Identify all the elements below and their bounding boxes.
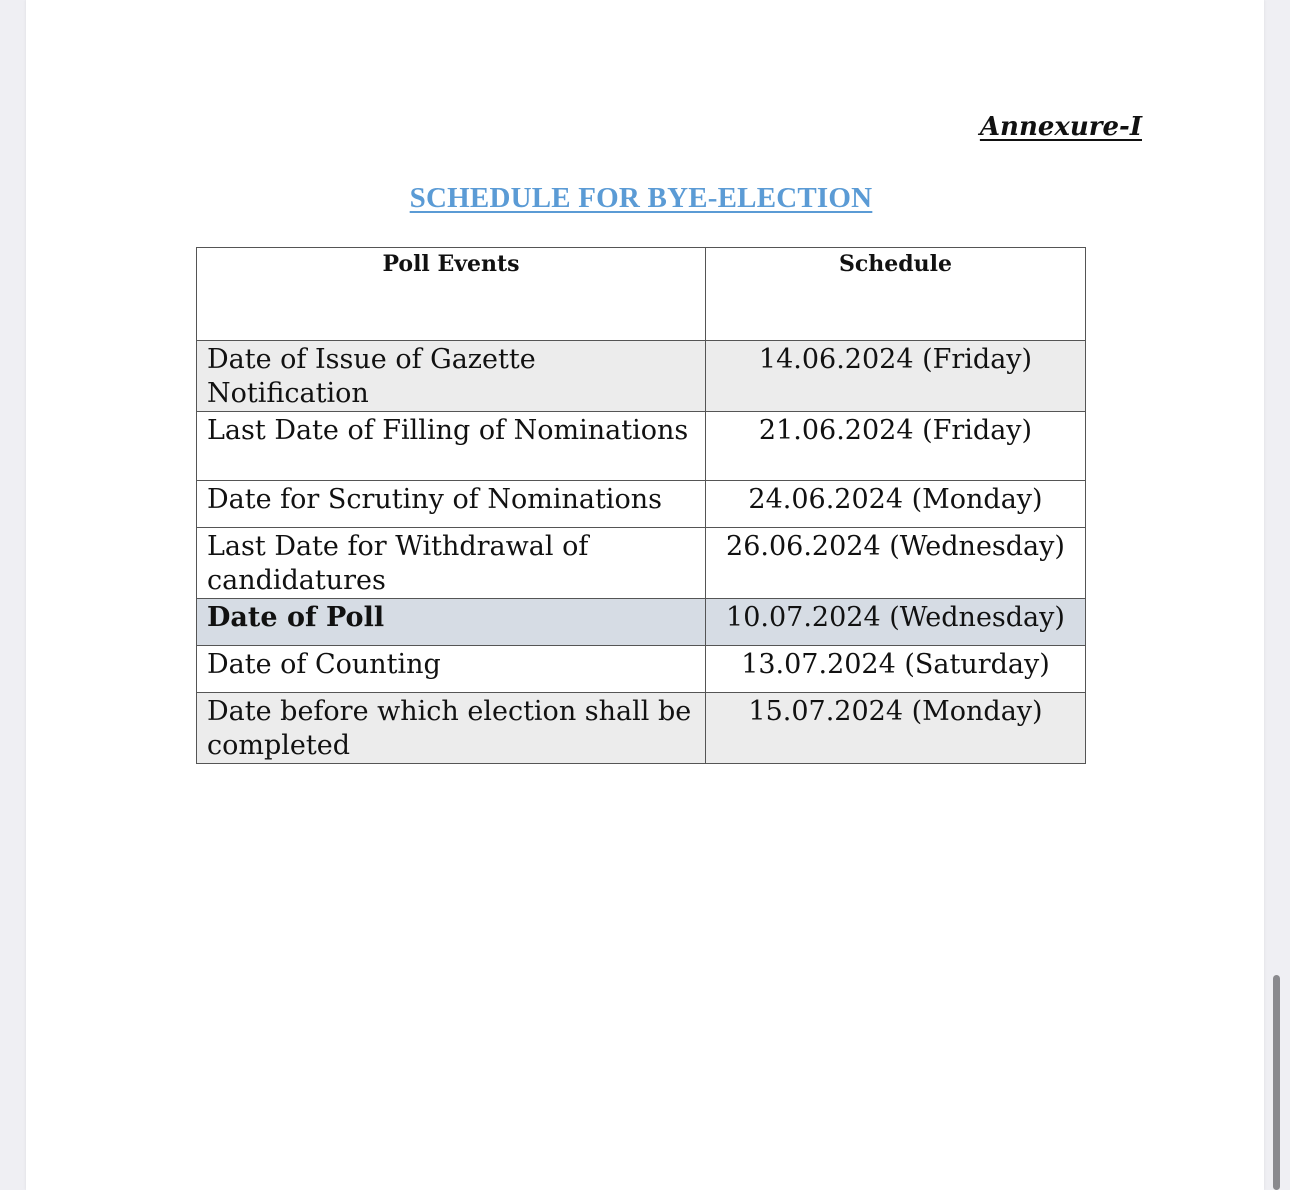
document-page <box>26 0 1264 1190</box>
poll-event-cell: Last Date of Filling of Nominations <box>197 412 706 481</box>
table-header-row <box>197 248 1086 341</box>
header-poll-events: Poll Events <box>197 248 706 341</box>
table-row <box>197 693 1086 764</box>
table-row <box>197 412 1086 481</box>
schedule-date-cell: 15.07.2024 (Monday) <box>706 693 1086 764</box>
schedule-date-cell: 21.06.2024 (Friday) <box>706 412 1086 481</box>
poll-event-cell: Date of Counting <box>197 646 706 693</box>
schedule-date-cell: 24.06.2024 (Monday) <box>706 481 1086 528</box>
table-row-date-of-poll <box>197 599 1086 646</box>
vertical-scrollbar[interactable] <box>1273 975 1280 1190</box>
table-row <box>197 481 1086 528</box>
header-schedule: Schedule <box>706 248 1086 341</box>
poll-event-cell: Date for Scrutiny of Nominations <box>197 481 706 528</box>
poll-event-cell: Date before which election shall be completed <box>197 693 706 764</box>
schedule-date-cell: 26.06.2024 (Wednesday) <box>706 528 1086 599</box>
schedule-date-cell: 13.07.2024 (Saturday) <box>706 646 1086 693</box>
schedule-date-cell: 10.07.2024 (Wednesday) <box>706 599 1086 646</box>
table-row <box>197 646 1086 693</box>
poll-event-cell: Date of Poll <box>197 599 706 646</box>
table-row <box>197 341 1086 412</box>
schedule-title: SCHEDULE FOR BYE-ELECTION <box>409 182 873 214</box>
table-row <box>197 528 1086 599</box>
poll-event-cell: Last Date for Withdrawal of candidatures <box>197 528 706 599</box>
annexure-label: Annexure-I <box>979 112 1142 142</box>
poll-event-cell: Date of Issue of Gazette Notification <box>197 341 706 412</box>
schedule-date-cell: 14.06.2024 (Friday) <box>706 341 1086 412</box>
schedule-table <box>196 247 1086 764</box>
